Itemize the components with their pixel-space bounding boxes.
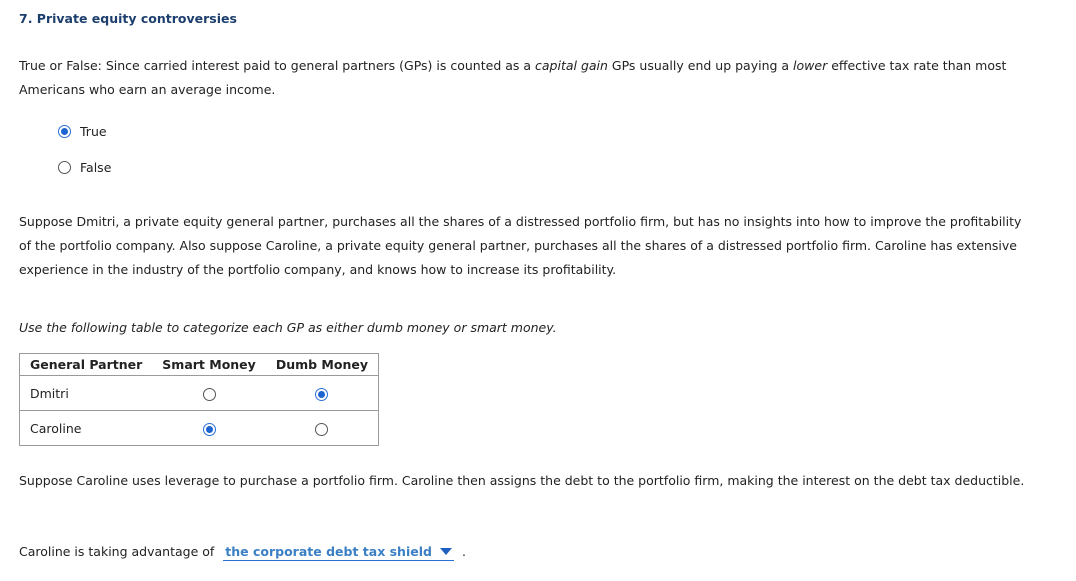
radio-dmitri-smart[interactable] bbox=[203, 388, 216, 401]
table-header-row bbox=[20, 354, 379, 376]
question-text-part: True or False: Since carried interest paid to general partners (GPs) is counted as a bbox=[19, 58, 536, 73]
gp-name: Dmitri bbox=[20, 376, 153, 411]
header-smart-money: Smart Money bbox=[152, 354, 266, 376]
radio-caroline-dumb[interactable] bbox=[315, 423, 328, 436]
radio-caroline-smart[interactable] bbox=[203, 423, 216, 436]
true-false-question bbox=[19, 54, 1029, 102]
table-instruction: Use the following table to categorize each GP as either dumb money or smart money. bbox=[19, 320, 557, 335]
option-true-label[interactable]: True bbox=[80, 124, 107, 139]
cell-dumb bbox=[266, 376, 379, 411]
question-emphasis: capital gain bbox=[535, 58, 608, 73]
option-false[interactable] bbox=[58, 160, 111, 175]
header-general-partner: General Partner bbox=[20, 354, 153, 376]
leverage-text: Suppose Caroline uses leverage to purchase a portfolio firm. Caroline then assigns the debt to the portfolio firm, making the interest on the debt tax deductible. bbox=[19, 473, 1025, 488]
table-row-dmitri bbox=[20, 376, 379, 411]
answer-dropdown[interactable] bbox=[223, 544, 454, 561]
gp-classification-table bbox=[19, 353, 379, 446]
cell-smart bbox=[152, 411, 266, 446]
radio-dmitri-dumb[interactable] bbox=[315, 388, 328, 401]
question-text-part: effective tax rate than most Americans who earn an average income. bbox=[19, 58, 1007, 97]
option-true[interactable] bbox=[58, 124, 107, 139]
cell-smart bbox=[152, 376, 266, 411]
dropdown-suffix: . bbox=[461, 544, 466, 559]
gp-name: Caroline bbox=[30, 420, 82, 436]
scenario-text: Suppose Dmitri, a private equity general partner, purchases all the shares of a distressed portfolio firm, but has no insights into how to improve the profitability of the portfolio company. Also suppose Caroline, a private equity general partner, purchases all the shares of a distressed portfolio firm. Caroline has extensive experience in the industry of the portfolio company, and knows how to increase its profitability. bbox=[19, 214, 1022, 277]
cell-dumb bbox=[266, 411, 379, 446]
option-false-label[interactable]: False bbox=[80, 160, 112, 175]
caret-down-icon[interactable] bbox=[440, 548, 452, 555]
question-title: 7. Private equity controversies bbox=[19, 11, 237, 26]
dropdown-selected-value[interactable]: the corporate debt tax shield bbox=[225, 544, 432, 559]
table-row-caroline bbox=[20, 411, 379, 446]
radio-true[interactable] bbox=[58, 125, 71, 138]
header-dumb-money: Dumb Money bbox=[266, 354, 379, 376]
question-text-part: GPs usually end up paying a bbox=[607, 58, 794, 73]
dropdown-question bbox=[19, 544, 466, 561]
radio-false[interactable] bbox=[58, 161, 71, 174]
dropdown-prefix: Caroline is taking advantage of bbox=[19, 544, 215, 559]
question-emphasis: lower bbox=[793, 58, 828, 73]
